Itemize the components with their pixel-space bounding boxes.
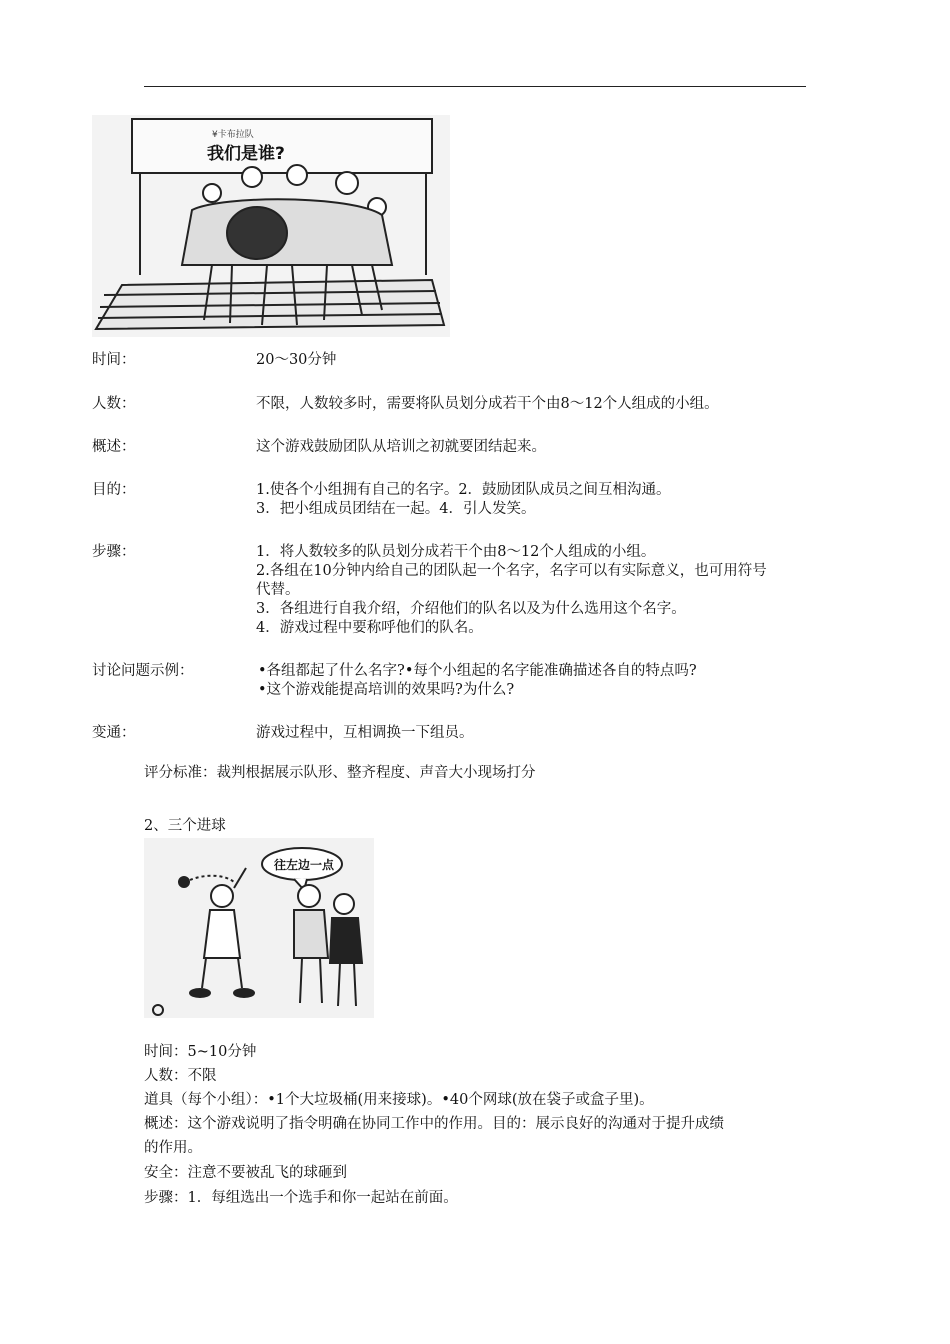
overview-value: 这个游戏鼓励团队从培训之初就要团结起来。 [256, 439, 546, 455]
overview-label: 概述： [92, 439, 136, 455]
time-value: 20～30分钟 [256, 352, 337, 368]
banner-line1: ¥卡布拉队 [212, 130, 254, 140]
game2-line: 人数：不限 [144, 1068, 217, 1084]
discussion-value [258, 662, 858, 700]
time-label: 时间： [92, 352, 136, 368]
purpose-label: 目的： [92, 482, 136, 498]
variation-value: 游戏过程中，互相调换一下组员。 [256, 725, 474, 741]
variation-label: 变通： [92, 725, 136, 741]
game2-line: 概述：这个游戏说明了指令明确在协同工作中的作用。目的：展示良好的沟通对于提升成绩 [144, 1116, 724, 1132]
speech-bubble-text: 往左边一点 [274, 858, 335, 872]
steps-label: 步骤： [92, 544, 136, 560]
scoring-text: 评分标准：裁判根据展示队形、整齐程度、声音大小现场打分 [144, 765, 536, 781]
banner-line2: 我们是谁? [207, 144, 285, 164]
header-rule [144, 86, 806, 87]
steps-line: 代替。 [256, 582, 300, 598]
purpose-line: 3．把小组成员团结在一起。4．引人发笑。 [256, 501, 536, 517]
team-huddle-illustration [92, 115, 450, 337]
discussion-label: 讨论问题示例： [92, 663, 194, 679]
discussion-line: •这个游戏能提高培训的效果吗?为什么? [258, 682, 515, 698]
steps-line: 2.各组在10分钟内给自己的团队起一个名字，名字可以有实际意义，也可用符号 [256, 563, 767, 579]
purpose-line: 1.使各个小组拥有自己的名字。2．鼓励团队成员之间互相沟通。 [256, 482, 671, 498]
people-value: 不限，人数较多时，需要将队员划分成若干个由8～12个人组成的小组。 [256, 396, 719, 412]
discussion-line: •各组都起了什么名字?•每个小组起的名字能准确描述各自的特点吗? [258, 663, 697, 679]
game2-title: 2、三个进球 [144, 818, 226, 834]
three-goals-illustration [144, 838, 374, 1018]
game2-line: 的作用。 [144, 1140, 202, 1156]
steps-line: 4．游戏过程中要称呼他们的队名。 [256, 620, 483, 636]
game2-line: 安全：注意不要被乱飞的球砸到 [144, 1165, 347, 1181]
steps-line: 3．各组进行自我介绍，介绍他们的队名以及为什么选用这个名字。 [256, 601, 686, 617]
people-label: 人数： [92, 396, 136, 412]
purpose-value [256, 481, 856, 519]
game2-line: 时间：5~10分钟 [144, 1044, 257, 1060]
steps-value [256, 543, 856, 638]
game2-line: 道具（每个小组）：•1个大垃圾桶(用来接球)。•40个网球(放在袋子或盒子里)。 [144, 1092, 654, 1108]
game2-line: 步骤：1．每组选出一个选手和你一起站在前面。 [144, 1190, 458, 1206]
steps-line: 1．将人数较多的队员划分成若干个由8～12个人组成的小组。 [256, 544, 656, 560]
